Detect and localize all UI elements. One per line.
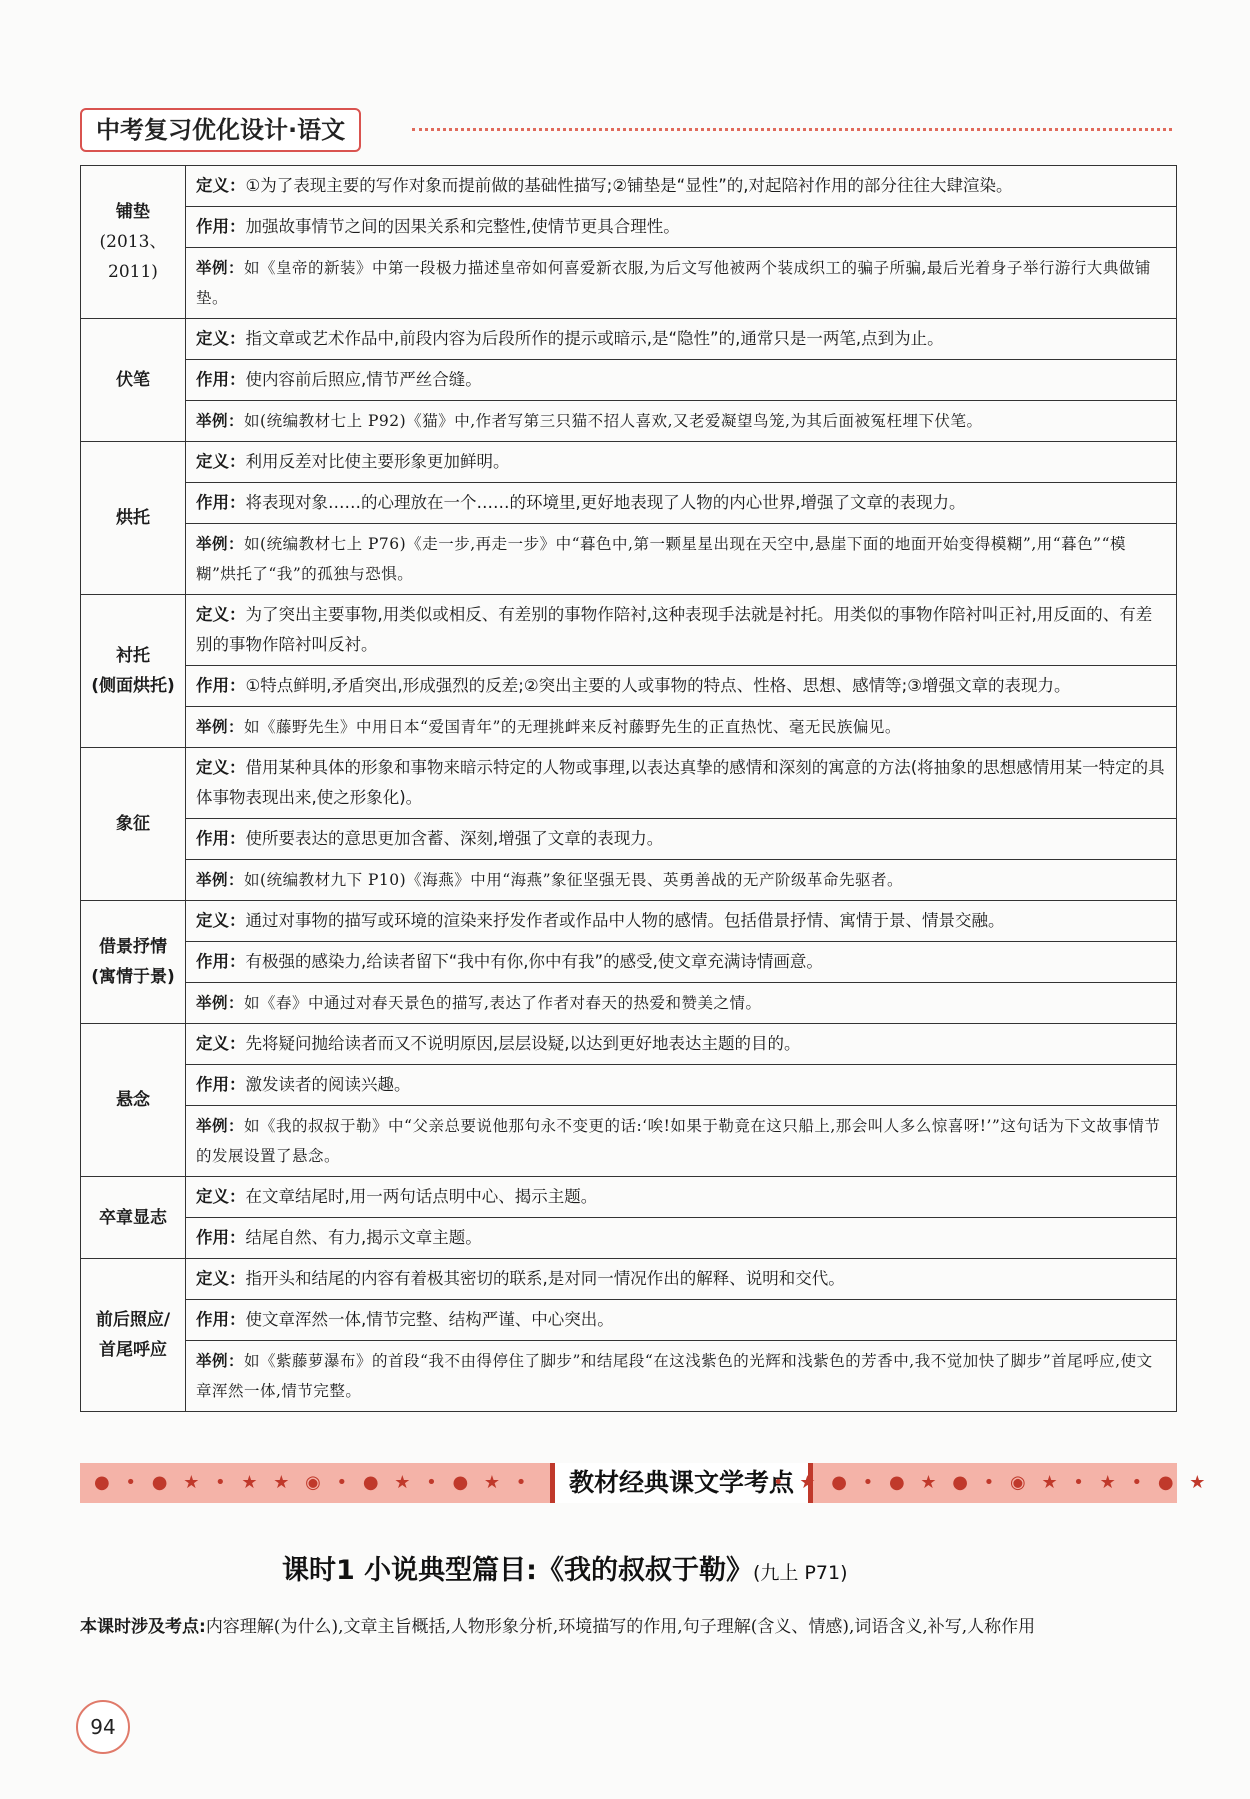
definition-cell: 定义：利用反差对比使主要形象更加鲜明。	[186, 442, 1177, 483]
term-cell: 衬托 (侧面烘托)	[81, 595, 186, 748]
function-cell: 作用：结尾自然、有力,揭示文章主题。	[186, 1218, 1177, 1259]
example-cell: 举例：如《春》中通过对春天景色的描写,表达了作者对春天的热爱和赞美之情。	[186, 983, 1177, 1024]
section-title: 教材经典课文学考点	[550, 1463, 813, 1503]
term-cell: 前后照应/首尾呼应	[81, 1259, 186, 1412]
definition-cell: 定义：指文章或艺术作品中,前段内容为后段所作的提示或暗示,是“隐性”的,通常只是一两笔,点到为止。	[186, 319, 1177, 360]
definition-cell: 定义：指开头和结尾的内容有着极其密切的联系,是对同一情况作出的解释、说明和交代。	[186, 1259, 1177, 1300]
page-header-title: 中考复习优化设计·语文	[80, 108, 361, 152]
table-row	[81, 1341, 1177, 1412]
table-row	[81, 524, 1177, 595]
term-cell: 悬念	[81, 1024, 186, 1177]
table-row	[81, 166, 1177, 207]
table-row	[81, 1300, 1177, 1341]
function-cell: 作用：激发读者的阅读兴趣。	[186, 1065, 1177, 1106]
example-cell: 举例：如《皇帝的新装》中第一段极力描述皇帝如何喜爱新衣服,为后文写他被两个装成织工的骗子所骗,最后光着身子举行游行大典做铺垫。	[186, 248, 1177, 319]
definition-cell: 定义：通过对事物的描写或环境的渲染来抒发作者或作品中人物的感情。包括借景抒情、寓情于景、情景交融。	[186, 901, 1177, 942]
example-cell: 举例：如《紫藤萝瀑布》的首段“我不由得停住了脚步”和结尾段“在这浅紫色的光辉和浅紫色的芳香中,我不觉加快了脚步”首尾呼应,使文章浑然一体,情节完整。	[186, 1341, 1177, 1412]
example-cell: 举例：如(统编教材九下 P10)《海燕》中用“海燕”象征坚强无畏、英勇善战的无产阶级革命先驱者。	[186, 860, 1177, 901]
table-row	[81, 248, 1177, 319]
banner-decoration-right: • ★ ● • ● ★ ● • ◉ ★ • ★ • ● ★	[773, 1472, 1211, 1493]
table-row	[81, 1218, 1177, 1259]
term-cell: 铺垫 (2013、2011)	[81, 166, 186, 319]
table-row	[81, 319, 1177, 360]
function-cell: 作用：有极强的感染力,给读者留下“我中有你,你中有我”的感受,使文章充满诗情画意。	[186, 942, 1177, 983]
table-row	[81, 1177, 1177, 1218]
table-row	[81, 1106, 1177, 1177]
table-row	[81, 207, 1177, 248]
definition-cell: 定义：在文章结尾时,用一两句话点明中心、揭示主题。	[186, 1177, 1177, 1218]
example-cell: 举例：如(统编教材七上 P76)《走一步,再走一步》中“暮色中,第一颗星星出现在天空中,悬崖下面的地面开始变得模糊”,用“暮色”“模糊”烘托了“我”的孤独与恐惧。	[186, 524, 1177, 595]
table-row	[81, 819, 1177, 860]
table-row	[81, 707, 1177, 748]
function-cell: 作用：将表现对象……的心理放在一个……的环境里,更好地表现了人物的内心世界,增强了文章的表现力。	[186, 483, 1177, 524]
header-divider	[412, 128, 1172, 131]
table-row	[81, 983, 1177, 1024]
term-cell: 伏笔	[81, 319, 186, 442]
exam-points-text: 内容理解(为什么),文章主旨概括,人物形象分析,环境描写的作用,句子理解(含义、情感),词语含义,补写,人称作用	[205, 1617, 1036, 1637]
section-banner	[80, 1463, 1211, 1503]
table-row	[81, 860, 1177, 901]
table-row	[81, 942, 1177, 983]
definition-cell: 定义：①为了表现主要的写作对象而提前做的基础性描写;②铺垫是“显性”的,对起陪衬作用的部分往往大肆渲染。	[186, 166, 1177, 207]
table-row	[81, 442, 1177, 483]
banner-decoration-left: ● • ● ★ • ★ ★ ◉ • ● ★ • ● ★ •	[94, 1472, 532, 1493]
example-cell: 举例：如(统编教材七上 P92)《猫》中,作者写第三只猫不招人喜欢,又老爱凝望鸟笼,为其后面被冤枉埋下伏笔。	[186, 401, 1177, 442]
table-row	[81, 1024, 1177, 1065]
definition-cell: 定义：先将疑问抛给读者而又不说明原因,层层设疑,以达到更好地表达主题的目的。	[186, 1024, 1177, 1065]
lesson-title: 课时1 小说典型篇目:《我的叔叔于勒》(九上 P71)	[282, 1555, 848, 1586]
table-row	[81, 595, 1177, 666]
table-row	[81, 360, 1177, 401]
table-row	[81, 901, 1177, 942]
function-cell: 作用：使所要表达的意思更加含蓄、深刻,增强了文章的表现力。	[186, 819, 1177, 860]
term-cell: 烘托	[81, 442, 186, 595]
function-cell: 作用：①特点鲜明,矛盾突出,形成强烈的反差;②突出主要的人或事物的特点、性格、思想、感情等;③增强文章的表现力。	[186, 666, 1177, 707]
term-cell: 象征	[81, 748, 186, 901]
table-row	[81, 1259, 1177, 1300]
function-cell: 作用：加强故事情节之间的因果关系和完整性,使情节更具合理性。	[186, 207, 1177, 248]
function-cell: 作用：使内容前后照应,情节严丝合缝。	[186, 360, 1177, 401]
exam-points-label: 本课时涉及考点:	[80, 1617, 206, 1637]
table-row	[81, 483, 1177, 524]
table-row	[81, 401, 1177, 442]
table-row	[81, 666, 1177, 707]
page-number: 94	[76, 1700, 130, 1754]
definition-cell: 定义：借用某种具体的形象和事物来暗示特定的人物或事理,以表达真挚的感情和深刻的寓意的方法(将抽象的思想感情用某一特定的具体事物表现出来,使之形象化)。	[186, 748, 1177, 819]
example-cell: 举例：如《藤野先生》中用日本“爱国青年”的无理挑衅来反衬藤野先生的正直热忱、毫无民族偏见。	[186, 707, 1177, 748]
exam-points	[80, 1610, 1177, 1644]
function-cell: 作用：使文章浑然一体,情节完整、结构严谨、中心突出。	[186, 1300, 1177, 1341]
term-cell: 借景抒情 (寓情于景)	[81, 901, 186, 1024]
lesson-source: (九上 P71)	[752, 1562, 848, 1584]
definition-cell: 定义：为了突出主要事物,用类似或相反、有差别的事物作陪衬,这种表现手法就是衬托。用类似的事物作陪衬叫正衬,用反面的、有差别的事物作陪衬叫反衬。	[186, 595, 1177, 666]
table-row	[81, 748, 1177, 819]
term-cell: 卒章显志	[81, 1177, 186, 1259]
example-cell: 举例：如《我的叔叔于勒》中“父亲总要说他那句永不变更的话:‘唉!如果于勒竟在这只船上,那会叫人多么惊喜呀!’”这句话为下文故事情节的发展设置了悬念。	[186, 1106, 1177, 1177]
rhetoric-table	[80, 165, 1177, 1412]
table-row	[81, 1065, 1177, 1106]
